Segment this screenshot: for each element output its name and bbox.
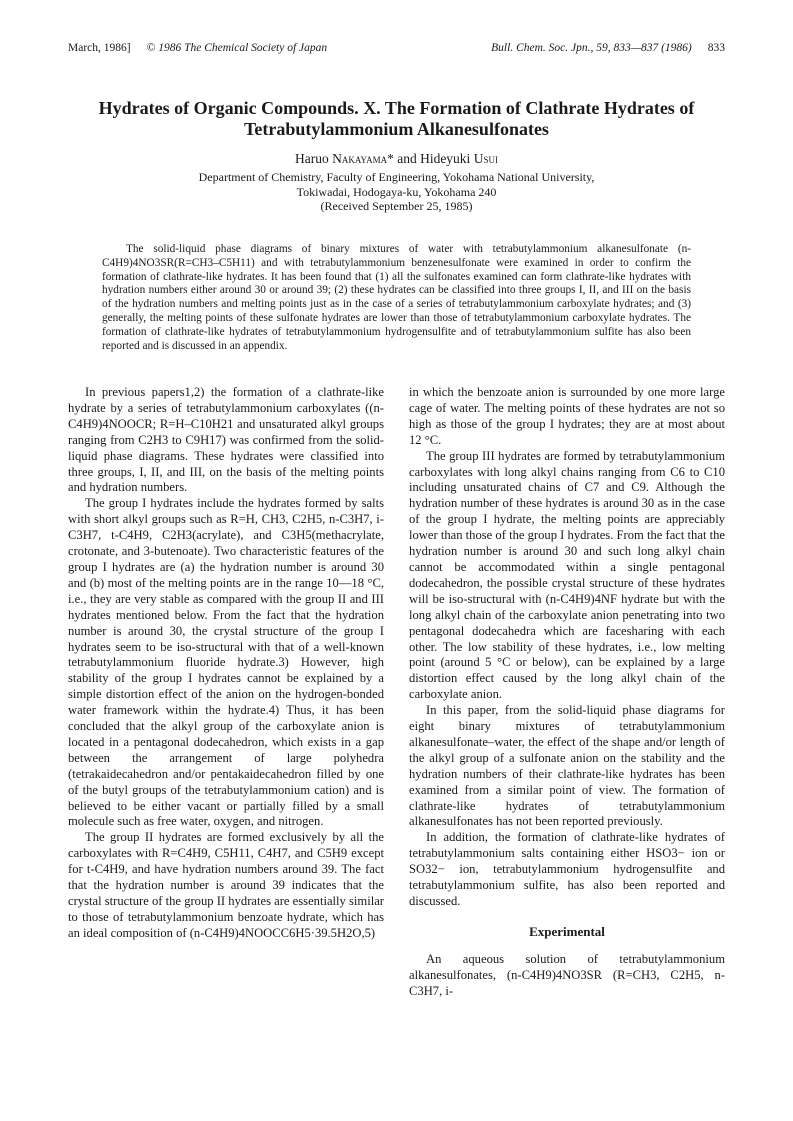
author-separator: and Hideyuki <box>393 151 474 166</box>
corresponding-mark: * <box>387 151 394 166</box>
copyright-notice: © 1986 The Chemical Society of Japan <box>146 42 328 54</box>
author-list <box>68 150 725 167</box>
affiliation <box>90 170 703 214</box>
abstract: The solid-liquid phase diagrams of binary mixtures of water with tetrabutylammonium alkanesulfonate (n-C4H9)4NO3SR(R=CH3–C5H11) and with tetrabutylammonium benzenesulfonate were examined in order to confirm the formation of clathrate-like hydrates. It has been found that (1) all the sulfonates examined can form clathrate-like hydrates with hydration numbers either around 30 or around 39; (2) these hydrates can be classified into three groups I, II, and III on the basis of the hydration numbers and melting points just as in the case of a series of tetrabutylammonium carboxylate hydrates; and (3) generally, the melting points of these sulfonate hydrates are lower than those of tetrabutylammonium carboxylate hydrates. The formation of clathrate-like hydrates of tetrabutylammonium hydrogensulfite and of tetrabutylammonium sulfite has also been reported and is discussed in an appendix. <box>102 243 691 352</box>
body-column-right <box>409 385 725 1000</box>
paragraph: in which the benzoate anion is surrounded by one more large cage of water. The melting points of these hydrates are not so high as those of the group I hydrates; they are at most about 12 °C. <box>409 385 725 447</box>
paragraph: In addition, the formation of clathrate-like hydrates of tetrabutylammonium salts containing either HSO3− ion or SO32− ion, tetrabutylammonium hydrogensulfite and tetrabutylammonium sulfite, has also been reported and discussed. <box>409 830 725 908</box>
author-2-family: Usui <box>473 151 498 166</box>
page-number: 833 <box>707 42 725 54</box>
paragraph: An aqueous solution of tetrabutylammonium alkanesulfonates, (n-C4H9)4NO3SR (R=CH3, C2H5, n-C3H7, i- <box>409 951 725 998</box>
article-title <box>68 98 725 140</box>
paragraph: The group II hydrates are formed exclusively by all the carboxylates with R=C4H9, C5H11, C4H7, and C5H9 except for t-C4H9, and have hydration numbers around 39. The fact that the hydration number is around 39 indicates that the crystal structure of the group II hydrates are essentially similar to those of tetrabutylammonium benzoate hydrate, which has an ideal composition of (n-C4H9)4NOOCC6H5·39.5H2O,5) <box>68 830 384 940</box>
paragraph: The group III hydrates are formed by tetrabutylammonium carboxylates with long alkyl chains ranging from C6 to C10 including unsaturated chains of C7 and C9. Although the hydration number of these hydrates is around 30 as in the case of the group I hydrate, the melting points are appreciably lower than those of the group I hydrates. From the fact that the hydration number is around 30 and such long alkyl chain cannot be accommodated within a single pentagonal dodecahedron, the possible crystal structure of these hydrates will be iso-structural with (n-C4H9)4NF hydrate but with the long alkyl chain of the carboxylate anion penetrating into two pentagonal dodecahedra which are facesharing with each other. The low stability of these hydrates, i.e., low melting point (around 5 °C or below), can be explained by a large distortion effect caused by the long alkyl chain of the carboxylate anion. <box>409 448 725 702</box>
title-line-2: Tetrabutylammonium Alkanesulfonates <box>244 119 549 139</box>
paragraph: In previous papers1,2) the formation of a clathrate-like hydrate by a series of tetrabutylammonium carboxylates ((n-C4H9)4NOOCR; R=H–C10H21 and unsaturated alkyl groups ranging from C2H3 to C9H17) was confirmed from the solid-liquid phase diagrams. These hydrates were classified into three groups, I, II, and III, on the basis of the melting points and hydration numbers. <box>68 385 384 495</box>
paragraph: In this paper, from the solid-liquid phase diagrams for eight binary mixtures of tetrabutylammonium alkanesulfonate–water, the effect of the shape and/or length of the alkyl group of a sulfonate anion on the stability and the hydration numbers of their clathrate-like hydrates has been examined from a similar point of view. The formation of clathrate-like hydrates of tetrabutylammonium alkanesulfonates has not been reported previously. <box>409 703 725 829</box>
section-heading: Experimental <box>529 923 605 939</box>
journal-citation: Bull. Chem. Soc. Jpn., 59, 833—837 (1986) <box>491 42 692 54</box>
running-head <box>68 42 725 58</box>
paragraph: The group I hydrates include the hydrates formed by salts with short alkyl groups such as R=H, CH3, C2H5, n-C3H7, i-C3H7, t-C4H9, C2H3(acrylate), and C3H5(methacrylate, crotonate, and 3-butenoate). Two characteristic features of the group I hydrates are (a) the hydration number is around 30 and (b) most of the melting points are in the range 10—18 °C, i.e., they are very stable as compared with the group II and III hydrates mentioned below. From the fact that the hydration number is around 30, the crystal structure of the group I hydrates seem to be iso-structural with that of a well-known tetrabutylammonium fluoride hydrate.3) However, high stability of the group I hydrates cannot be explained by a simple distortion effect of the anion on the hydrogen-bonded water framework within the hydrate.4) Thus, it has been concluded that the alkyl group of the carboxylate anion is located in a pentagonal dodecahedron, which exists in a gap between the arrangement of large polyhedra (tetrakaidecahedron and/or pentakaidecahedron filled by one of the butyl groups of the tetrabutylammonium cation) and is believed to be either vacant or partially filled by a small molecule such as free water, oxygen, and nitrogen. <box>68 496 384 829</box>
title-line-1: Hydrates of Organic Compounds. X. The Formation of Clathrate Hydrates of <box>98 98 695 118</box>
received-date: (Received September 25, 1985) <box>320 199 473 213</box>
issue-date: March, 1986] <box>68 42 131 54</box>
affiliation-line-1: Department of Chemistry, Faculty of Engineering, Yokohama National University, <box>198 170 595 184</box>
author-1-family: Nakayama <box>332 151 388 166</box>
author-1-given: Haruo <box>295 151 333 166</box>
affiliation-line-2: Tokiwadai, Hodogaya-ku, Yokohama 240 <box>296 184 497 199</box>
body-column-left <box>68 385 384 942</box>
